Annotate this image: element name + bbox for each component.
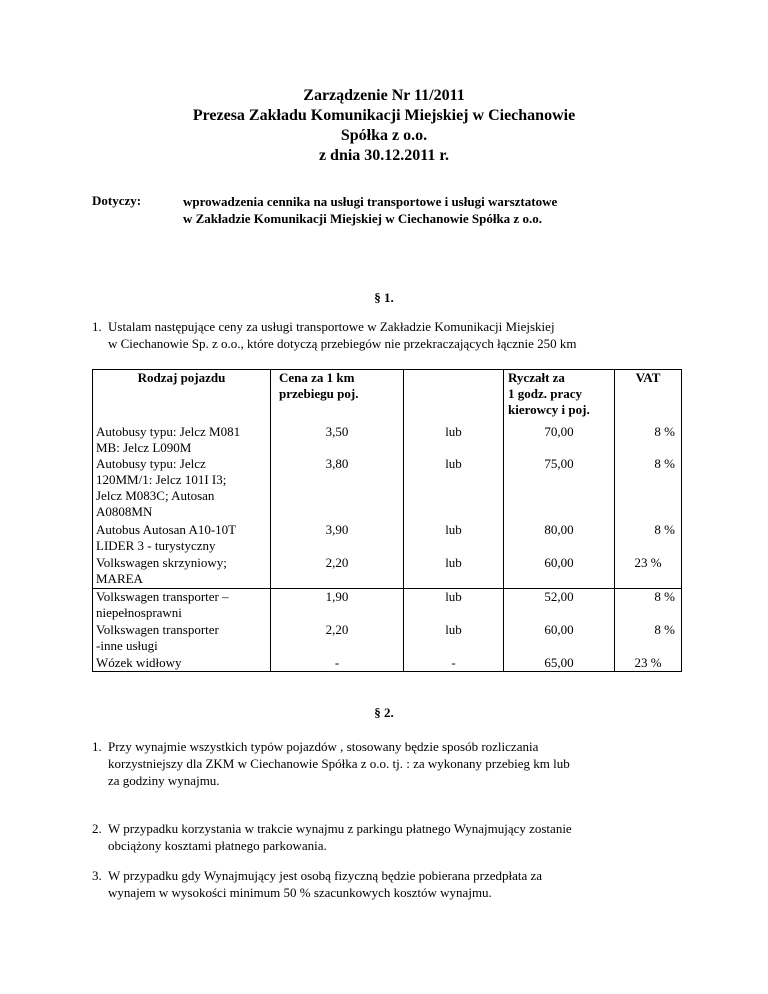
section-1-paragraph-1 [92,318,712,352]
vehicle-cell: Wózek widłowy [93,655,271,672]
or-cell: lub [404,424,504,456]
vat-cell: 23 % [615,655,682,672]
or-cell: lub [404,555,504,589]
document-title [0,86,768,166]
paragraph-number: 3. [92,868,102,883]
paragraph-number: 1. [92,319,102,334]
table-row [93,589,682,622]
vehicle-cell: Volkswagen transporter -inne usługi [93,622,271,655]
table-row [93,622,682,655]
table-row [93,555,682,589]
price-table [92,369,682,672]
lump-cell: 52,00 [504,589,615,622]
or-cell: lub [404,622,504,655]
title-line-2: Prezesa Zakładu Komunikacji Miejskiej w Ciechanowie [192,107,576,124]
section-1-heading: § 1. [374,290,394,305]
lump-cell: 75,00 [504,456,615,522]
vehicle-cell: Autobus Autosan A10-10T LIDER 3 - turystyczny [93,522,271,555]
subject-text [183,193,557,227]
price-cell: 3,80 [271,456,404,522]
or-cell: - [404,655,504,672]
subject-line-2: w Zakładzie Komunikacji Miejskiej w Ciechanowie Spółka z o.o. [183,211,542,226]
vat-cell: 23 % [615,555,682,589]
header-vat: VAT [615,370,682,424]
price-cell: 3,50 [271,424,404,456]
table-row [93,655,682,672]
table-header-row [93,370,682,424]
lump-cell: 60,00 [504,555,615,589]
vat-cell: 8 % [615,589,682,622]
table-row [93,424,682,456]
paragraph-line: Ustalam następujące ceny za usługi transportowe w Zakładzie Komunikacji Miejskiej [108,319,555,334]
lump-cell: 60,00 [504,622,615,655]
section-2-paragraph-2 [92,820,712,854]
lump-cell: 80,00 [504,522,615,555]
price-cell: 1,90 [271,589,404,622]
title-line-4: z dnia 30.12.2011 r. [318,147,450,164]
paragraph-number: 2. [92,821,102,836]
header-empty [404,370,504,424]
section-2-paragraph-1 [92,738,712,789]
vat-cell: 8 % [615,456,682,522]
or-cell: lub [404,456,504,522]
paragraph-line: obciążony kosztami płatnego parkowania. [108,838,327,853]
lump-cell: 65,00 [504,655,615,672]
paragraph-line: w Ciechanowie Sp. z o.o., które dotyczą przebiegów nie przekraczających łącznie 250 km [108,336,577,351]
vehicle-cell: Autobusy typu: Jelcz M081 MB: Jelcz L090M [93,424,271,456]
header-vehicle: Rodzaj pojazdu [93,370,271,424]
price-cell: 2,20 [271,622,404,655]
vehicle-cell: Volkswagen skrzyniowy; MAREA [93,555,271,589]
header-lump-sum: Ryczałt za 1 godz. pracy kierowcy i poj. [504,370,615,424]
title-line-1: Zarządzenie Nr 11/2011 [303,87,465,104]
paragraph-line: W przypadku gdy Wynajmujący jest osobą fizyczną będzie pobierana przedpłata za [108,868,543,883]
price-cell: 3,90 [271,522,404,555]
price-cell: - [271,655,404,672]
lump-cell: 70,00 [504,424,615,456]
section-2-heading: § 2. [374,705,394,720]
paragraph-line: korzystniejszy dla ZKM w Ciechanowie Spółka z o.o. tj. : za wykonany przebieg km lub [108,756,570,771]
section-2-paragraph-3 [92,867,712,901]
paragraph-line: Przy wynajmie wszystkich typów pojazdów , stosowany będzie sposób rozliczania [108,739,539,754]
paragraph-line: W przypadku korzystania w trakcie wynajmu z parkingu płatnego Wynajmujący zostanie [108,821,572,836]
vehicle-cell: Autobusy typu: Jelcz 120MM/1: Jelcz 101I I3; Jelcz M083C; Autosan A0808MN [93,456,271,522]
paragraph-line: za godziny wynajmu. [108,773,220,788]
subject-label: Dotyczy: [92,193,142,208]
table-row [93,456,682,522]
paragraph-line: wynajem w wysokości minimum 50 % szacunkowych kosztów wynajmu. [108,885,492,900]
or-cell: lub [404,589,504,622]
or-cell: lub [404,522,504,555]
vat-cell: 8 % [615,622,682,655]
price-cell: 2,20 [271,555,404,589]
vat-cell: 8 % [615,522,682,555]
table-row [93,522,682,555]
paragraph-number: 1. [92,739,102,754]
vehicle-cell: Volkswagen transporter – niepełnosprawni [93,589,271,622]
title-line-3: Spółka z o.o. [340,127,428,144]
vat-cell: 8 % [615,424,682,456]
subject-line-1: wprowadzenia cennika na usługi transportowe i usługi warsztatowe [183,194,558,209]
header-price: Cena za 1 km przebiegu poj. [271,370,404,424]
